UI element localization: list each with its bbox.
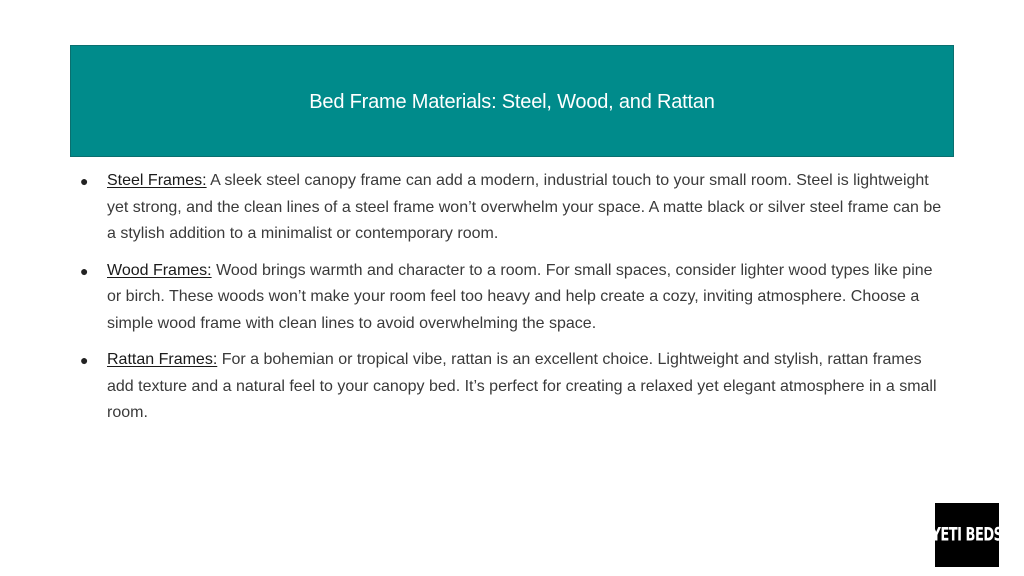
item-term: Wood Frames: <box>107 261 212 279</box>
list-item-wood <box>78 258 948 338</box>
item-term: Steel Frames: <box>107 172 207 189</box>
logo-text: YETI BEDS <box>931 524 1003 546</box>
title-banner <box>70 45 954 157</box>
item-text: A sleek steel canopy frame can add a modern, industrial touch to your small room. Steel is lightweight yet strong, and the clean lines of a steel frame won’t overwhelm your space. A matte black or silver steel frame can be a stylish addition to a minimalist or contemporary room. <box>107 172 942 242</box>
materials-list <box>78 168 948 437</box>
bullet-icon: ● <box>80 173 89 189</box>
item-text: Wood brings warmth and character to a room. For small spaces, consider lighter wood types like pine or birch. These woods won’t make your room feel too heavy and help create a cozy, inviting atmosphere. Choose a simple wood frame with clean lines to avoid overwhelming the space. <box>107 261 933 332</box>
slide-title: Bed Frame Materials: Steel, Wood, and Rattan <box>309 90 715 113</box>
brand-logo <box>931 503 1003 567</box>
list-item-rattan <box>78 347 948 427</box>
item-term: Rattan Frames: <box>107 351 218 368</box>
bullet-icon: ● <box>80 262 89 279</box>
list-item-steel <box>78 168 948 248</box>
bullet-icon: ● <box>80 352 89 368</box>
item-text: For a bohemian or tropical vibe, rattan is an excellent choice. Lightweight and stylish, rattan frames add texture and a natural feel to your canopy bed. It’s perfect for creating a relaxed yet elegant atmosphere in a small room. <box>107 351 937 421</box>
